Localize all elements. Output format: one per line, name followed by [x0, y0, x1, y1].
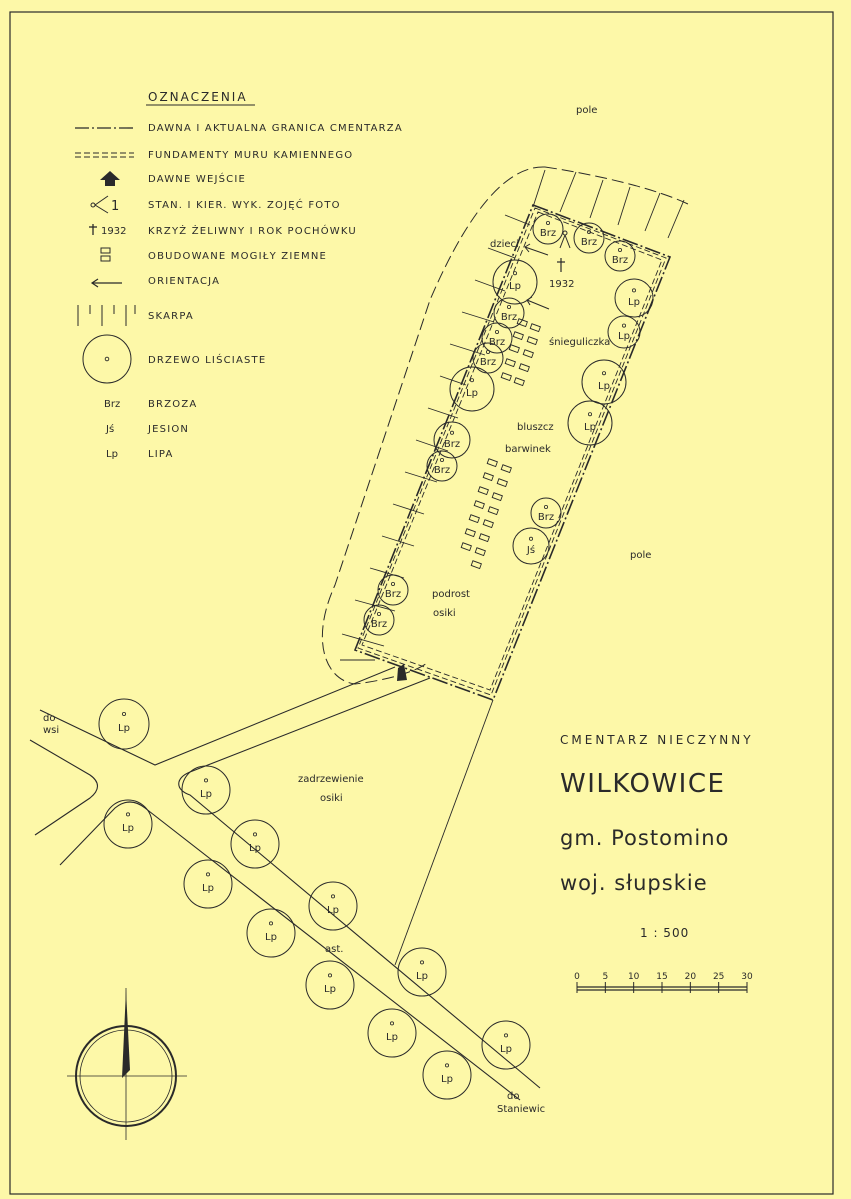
tree-trunk [204, 779, 207, 782]
tree-species-label: Lp [324, 984, 336, 995]
tree-species-label: Lp [265, 932, 277, 943]
tree-species-label: Lp [200, 789, 212, 800]
escarpment-outline-top [545, 167, 690, 205]
legend-item-photo: STAN. I KIER. WYK. ZOJĘĆ FOTO [148, 200, 341, 211]
photo-position-marker [560, 231, 570, 248]
tree-species-label: Brz [443, 439, 461, 450]
tree-trunk [544, 505, 547, 508]
legend-cross-year: 1932 [101, 226, 127, 237]
tree-trunk [391, 582, 394, 585]
tree-2 [574, 223, 604, 253]
scale-tick-label: 0 [574, 972, 580, 982]
tree-trunk [513, 272, 516, 275]
legend-item-foundations: FUNDAMENTY MURU KAMIENNEGO [148, 150, 354, 161]
tree-trunk [390, 1022, 393, 1025]
tree-species-label: Lp [249, 843, 261, 854]
tree-25 [247, 909, 295, 957]
abbr-name-brz: BRZOZA [148, 399, 198, 410]
tree-species-label: Lp [327, 905, 339, 916]
abbr-code-js: Jś [106, 424, 115, 435]
tree-trunk [602, 372, 605, 375]
tree-20 [182, 766, 230, 814]
tree-species-label: Brz [433, 465, 451, 476]
north-arrow-icon [67, 988, 187, 1140]
tree-trunk [253, 833, 256, 836]
cross-icon [89, 224, 97, 235]
abbr-name-lp: LIPA [148, 449, 174, 460]
tree-species-label: Brz [384, 589, 402, 600]
tree-22 [231, 820, 279, 868]
title-commune: gm. Postomino [560, 826, 730, 850]
cross-marker [557, 258, 565, 272]
tree-species-label: Lp [598, 381, 610, 392]
tree-3 [605, 241, 635, 271]
tree-trunk [126, 813, 129, 816]
tree-26 [306, 961, 354, 1009]
tree-species-label: Lp [441, 1074, 453, 1085]
scale-tick-label: 5 [602, 972, 609, 982]
label-zadrzewienie: zadrzewienie [298, 774, 364, 785]
title-scale: 1 : 500 [640, 926, 690, 940]
tree-species-label: Brz [580, 237, 598, 248]
cemetery-plan [322, 105, 690, 700]
tree-trunk [377, 612, 380, 615]
label-osiki: osiki [433, 608, 456, 619]
label-dzieci: dzieci [490, 239, 519, 250]
tree-species-label: Brz [611, 255, 629, 266]
tree-species-label: Lp [500, 1044, 512, 1055]
legend [75, 90, 403, 460]
tree-species-label: Lp [618, 331, 630, 342]
orientation-arrow-icon [92, 279, 122, 287]
label-podrost: podrost [432, 589, 470, 600]
tree-species-label: Lp [466, 388, 478, 399]
tree-trunk [529, 537, 532, 540]
scale-tick-label: 30 [741, 972, 753, 982]
tree-species-label: Jś [526, 545, 536, 556]
tree-11 [582, 360, 626, 404]
label-do-wsi-2: wsi [43, 725, 60, 736]
label-bluszcz: bluszcz [517, 422, 554, 433]
tree-28 [368, 1009, 416, 1057]
tree-6 [493, 260, 537, 304]
entrance-arrow-icon [100, 171, 120, 186]
tree-10 [450, 367, 494, 411]
scale-tick-label: 20 [684, 972, 697, 982]
tree-5 [608, 316, 640, 348]
tree-trunk [122, 712, 125, 715]
cross-year-label: 1932 [549, 279, 575, 290]
scale-bar [574, 972, 753, 993]
label-pole-right: pole [630, 550, 652, 561]
tree-trunk [440, 458, 443, 461]
scale-tick-label: 25 [712, 972, 725, 982]
label-do-staniewic-1: do [507, 1091, 520, 1102]
legend-item-escarpment: SKARPA [148, 311, 194, 322]
tree-trunk [618, 248, 621, 251]
camera-position-icon [91, 196, 108, 213]
tree-species-label: Lp [118, 723, 130, 734]
tree-trunk [632, 289, 635, 292]
survey-line [395, 700, 493, 965]
label-pole-top: pole [576, 105, 598, 116]
tree-trunk [206, 873, 209, 876]
label-do-staniewic-2: Staniewic [497, 1104, 546, 1115]
tree-species-label: Brz [479, 357, 497, 368]
tree-trunk [486, 350, 489, 353]
legend-item-boundary: DAWNA I AKTUALNA GRANICA CMENTARZA [148, 123, 403, 134]
tree-21 [104, 800, 152, 848]
tree-4 [615, 279, 653, 317]
road-to-village [30, 740, 98, 835]
escarpment-icon [78, 305, 135, 326]
tree-trunk [331, 895, 334, 898]
tree-species-label: Lp [509, 281, 521, 292]
title-voivodeship: woj. słupskie [560, 871, 708, 895]
tree-species-label: Lp [202, 883, 214, 894]
tree-18 [364, 605, 394, 635]
tree-species-label: Lp [122, 823, 134, 834]
tree-species-label: Brz [537, 512, 555, 523]
tree-19 [99, 699, 149, 749]
tree-trunk [450, 431, 453, 434]
title-cemetery-status: CMENTARZ NIECZYNNY [560, 733, 754, 747]
label-zadrzewienie-osiki: osiki [320, 793, 343, 804]
tree-species-label: Brz [370, 619, 388, 630]
grave-icon [101, 248, 110, 261]
label-ast: ast. [325, 944, 344, 955]
tree-trunk [269, 922, 272, 925]
abbr-code-brz: Brz [104, 399, 121, 410]
abbr-code-lp: Lp [106, 449, 118, 460]
legend-item-graves: OBUDOWANE MOGIŁY ZIEMNE [148, 251, 328, 262]
tree-23 [184, 860, 232, 908]
tree-30 [423, 1051, 471, 1099]
tree-species-label: Lp [386, 1032, 398, 1043]
access-road-south-edge [179, 678, 540, 1088]
tree-trunk [328, 974, 331, 977]
tree-species-label: Brz [539, 228, 557, 239]
legend-item-tree: DRZEWO LIŚCIASTE [148, 355, 267, 366]
deciduous-tree-icon [83, 335, 131, 383]
abbr-name-js: JESION [148, 424, 190, 435]
tree-17 [378, 575, 408, 605]
legend-item-orientation: ORIENTACJA [148, 276, 221, 287]
label-barwinek: barwinek [505, 444, 551, 455]
label-snieguliczka: śnieguliczka [549, 337, 611, 348]
legend-heading: OZNACZENIA [148, 90, 248, 104]
tree-16 [513, 528, 549, 564]
title-block [560, 733, 754, 940]
tree-24 [309, 882, 357, 930]
tree-species-label: Brz [488, 337, 506, 348]
tree-species-label: Lp [584, 422, 596, 433]
tree-species-label: Brz [500, 312, 518, 323]
tree-trunk [507, 305, 510, 308]
roads [30, 667, 545, 1115]
legend-item-cross: KRZYŻ ŻELIWNY I ROK POCHÓWKU [148, 226, 357, 237]
tree-trunk [622, 324, 625, 327]
title-village-name: WILKOWICE [560, 769, 726, 799]
tree-12 [568, 401, 612, 445]
tree-1 [533, 214, 563, 244]
sheet-border [10, 12, 833, 1194]
scale-tick-label: 15 [656, 972, 668, 982]
label-do-wsi-1: do [43, 713, 56, 724]
tree-trunk [546, 221, 549, 224]
scale-tick-label: 10 [627, 972, 640, 982]
access-road-north-edge [40, 667, 395, 765]
tree-15 [531, 498, 561, 528]
tree-species-label: Lp [416, 971, 428, 982]
tree-trunk [420, 961, 423, 964]
tree-species-label: Lp [628, 297, 640, 308]
tree-trunk [445, 1064, 448, 1067]
tree-trunk [495, 330, 498, 333]
legend-item-entrance: DAWNE WEJŚCIE [148, 174, 247, 185]
tree-trunk [588, 413, 591, 416]
tree-trunk [504, 1034, 507, 1037]
photo-number: 1 [111, 199, 120, 214]
tree-trunk [470, 379, 473, 382]
